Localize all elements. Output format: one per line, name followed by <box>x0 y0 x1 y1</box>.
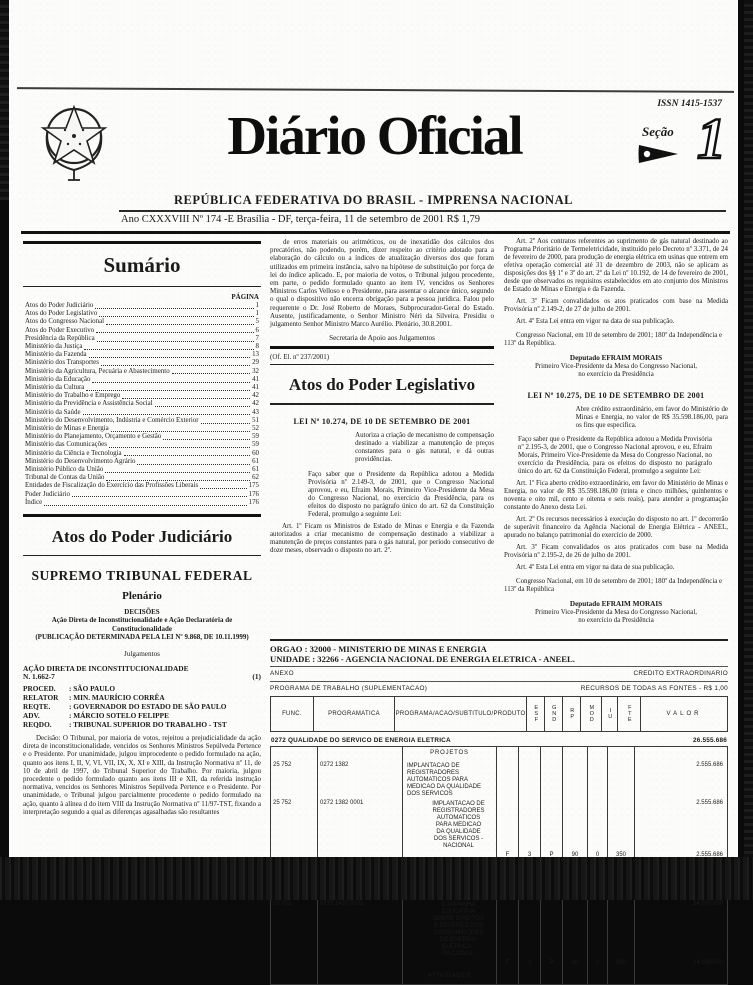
toc-row <box>25 450 259 458</box>
signer2-name: Deputado EFRAIM MORAIS <box>569 600 663 608</box>
toc-row <box>25 351 259 359</box>
toc-leader <box>89 357 250 358</box>
toc-row <box>25 466 259 474</box>
right-column <box>504 238 728 636</box>
law2-preamble: Faço saber que o Presidente da República adotou a Medida Provisória nº 2.195-3, de 2001, que o Congresso Nacional aprovou, e eu, Efraim Morais, Primeiro Vice-Presidente da Mesa do Congresso Nacional, no exercício da Presidência, para os efeitos do disposto no parágrafo único do art. 62 da Constituição Federal, promulgo a seguinte Lei: <box>518 436 712 475</box>
law2-art2: Art. 2º Os recursos necessários à execução do disposto no art. 1º decorrerão de superávit financeiro da Agência Nacional de Energia Elétrica - ANEEL, apurado no balanço patrimonial do exercício de 2000. <box>504 516 728 539</box>
toc-leader <box>106 324 254 325</box>
section-title-legislativo: Atos do Poder Legislativo <box>288 375 476 395</box>
toc-label: Ministério da Educação <box>25 375 91 383</box>
cell-fte: 350 <box>608 959 635 970</box>
cell-func: 25 752 <box>271 761 318 799</box>
cell-programatica <box>318 970 403 984</box>
cell-esf <box>497 970 519 984</box>
section-badge <box>636 100 728 186</box>
cell-programa: PROJETOS <box>403 747 497 761</box>
toc-page-header: PÁGINA <box>231 293 259 301</box>
section-title-judiciario: Atos do Poder Judiciário <box>51 526 233 546</box>
toc-page-number: 61 <box>252 466 259 474</box>
cell-valor: 2.555.686 <box>696 851 723 858</box>
divider <box>23 286 261 288</box>
law2-heading: LEI Nº 10.275, DE 10 DE SETEMBRO DE 2001 <box>527 391 705 400</box>
law2-art4: Art. 4º Esta Lei entra em vigor na data de sua publicação. <box>516 564 675 571</box>
case-title: AÇÃO DIRETA DE INCONSTITUCIONALIDADE <box>23 663 189 673</box>
toc-page-number: 43 <box>252 408 259 416</box>
toc-row <box>25 409 259 417</box>
toc-leader <box>111 431 250 432</box>
cell-iu <box>588 799 608 851</box>
toc-page-number: 1 <box>255 310 259 318</box>
toc-page-number: 176 <box>248 498 259 506</box>
issn-label: ISSN 1415-1537 <box>657 99 722 109</box>
judgments-label: Julgamentos <box>124 649 160 658</box>
carryover-paragraph: de erros materiais ou aritméticos, ou de inexatidão dos cálculos dos precatórios, não podendo, porém, dizer respeito ao critério adotado para a elaboração do cálculo ou a índices de atualização diversos dos que foram utilizados em primeira instância, salvo na hipótese de substituição por força de lei do índice aplicado. E, por maioria de votos, o Tribunal julgou procedente, em parte, o pedido formulado quanto ao item IV, vencidos os Senhores Ministros Carlos Velloso e o Presidente, para assentar o alcance único, segundo o qual o dispositivo não encerra obrigação para a pessoa jurídica. Falou pelo requerente o Dr. José Roberto de Moraes, Subprocurador-Geral do Estado. Ausente, justificadamente, o Senhor Ministro Néri da Silveira. Presidiu o julgamento Senhor Ministro Marco Aurélio. Plenário, 30.8.2001. <box>270 238 494 329</box>
cell-programa: CAMPANHA EDUCATIVA SOBRE DIREITOS E DEVERES DOS CONSUMIDORES DE ENERGIA ELETRICA - NACIONAL <box>403 900 497 959</box>
toc-page-number: 52 <box>252 425 259 433</box>
anexo-meta-row-1 <box>270 670 728 678</box>
credito-label: CREDITO EXTRAORDINARIO <box>633 669 728 677</box>
divider <box>23 555 261 557</box>
toc-leader <box>201 423 251 424</box>
toc-row <box>25 310 259 318</box>
anexo-meta-row-2 <box>270 685 728 693</box>
table-row <box>271 747 727 761</box>
cell-valor: 2.555.686 <box>696 799 723 806</box>
anexo-unidade: UNIDADE : 32266 - AGENCIA NACIONAL DE ENERGIA ELETRICA - ANEEL. <box>270 653 575 664</box>
toc-label: Atos do Congresso Nacional <box>25 318 105 326</box>
toc-leader <box>124 455 251 456</box>
toc-row <box>25 458 259 466</box>
page <box>9 0 738 979</box>
content-columns <box>23 238 728 979</box>
cell-programatica <box>318 747 403 761</box>
toc-row <box>25 376 259 384</box>
toc-leader <box>172 373 250 374</box>
toc-label: Ministério da Cultura <box>25 384 85 392</box>
decision-text: Decisão: O Tribunal, por maioria de votos, rejeitou a prejudicialidade da ação direta de inconstitucionalidade, vencidos os Senhores Ministros Sepúlveda Pertence e o Presidente. Por unanimidade, julgou improcedente o pedido formulado na ação, quanto aos itens I, II, V, VI, VII, IX, X, XI e XIII, da Instrução Normativa nº 11, de 10 de abril de 1997, do Tribunal Superior do Trabalho. Por maioria, julgou procedente o pedido formulado quanto aos itens III e XII, da referida instrução normativa, vencidos os Senhores Ministros Sepúlveda Pertence e o Presidente. Por unanimidade, o Tribunal julgou parcialmente procedente o pedido formulado na ação, quanto à alínea d do item VIII da Instrução Normativa nº 11/97-TST, fixando a interpretação segundo a qual as diferenças agasalhadas são resultantes <box>23 733 261 816</box>
toc-leader <box>163 439 250 440</box>
masthead-title: Diário Oficial <box>227 105 522 166</box>
cell-func <box>271 959 318 970</box>
cell-rp <box>541 970 563 984</box>
masthead-heavy-rule <box>21 231 730 234</box>
law1-preamble: Faço saber que o Presidente da República adotou a Medida Provisória nº 2.149-3, de 2001, que o Congresso Nacional aprovou, e eu, Efraim Morais, Primeiro Vice-Presidente da Mesa do Congresso Nacional, no exercício da Presidência, para os efeitos do disposto no parágrafo único do art. 62 da Constituição Federal, promulgo a seguinte Lei: <box>308 470 494 518</box>
toc-leader <box>97 341 254 342</box>
cell-rp: P <box>541 959 563 970</box>
header-iu: IU <box>607 707 614 720</box>
cell-fte <box>608 970 635 984</box>
cell-mod: 90 <box>563 959 588 970</box>
cell-iu <box>588 900 608 959</box>
law2-art3: Art. 3º Ficam convalidados os atos praticados com base na Medida Provisória nº 2.195-2, de 26 de julho de 2001. <box>504 544 728 559</box>
toc-row <box>25 318 259 326</box>
case-field-key: REQDO. <box>23 719 52 729</box>
anexo-section <box>270 639 728 985</box>
plenary-label: Plenário <box>122 590 162 603</box>
middle-column <box>270 238 494 636</box>
toc-leader <box>155 406 250 407</box>
program-group-code: 0272 QUALIDADE DO SERVICO DE ENERGIA ELETRICA <box>271 736 451 744</box>
toc-page-number: 7 <box>255 334 259 342</box>
divider <box>270 666 728 667</box>
toc-label: Poder Judiciário <box>25 490 70 498</box>
divider <box>23 241 261 244</box>
toc-row <box>25 499 259 507</box>
toc-page-number: 5 <box>255 318 259 326</box>
cell-esf <box>497 761 519 799</box>
section-number: 1 <box>697 106 726 171</box>
signer2-role-line2: no exercício da Presidência <box>578 617 654 624</box>
case-number-row <box>23 673 261 682</box>
toc-row <box>25 433 259 441</box>
toc-label: Atos do Poder Executivo <box>25 326 95 334</box>
law1-heading: LEI Nº 10.274, DE 10 DE SETEMBRO DE 2001 <box>293 416 471 426</box>
cell-rp <box>541 799 563 851</box>
law1-art1: Art. 1º Ficam os Ministros de Estado de Minas e Energia e da Fazenda autorizados a criar mecanismo de compensação destinado a viabilizar a manutenção de preços constantes para o gás natural, por período consecutivo de doze meses, observado o disposto no art. 2º. <box>270 522 494 554</box>
cell-esf <box>497 747 519 761</box>
toc-label: Índice <box>25 498 43 506</box>
case-mark: (1) <box>252 672 261 682</box>
table-row <box>271 761 727 799</box>
toc-page-number: 6 <box>255 326 259 334</box>
toc-leader <box>106 480 250 481</box>
toc-page-number: 32 <box>252 367 259 375</box>
law1-ementa: Autoriza a criação de mecanismo de compensação destinado a viabilizar a manutenção de preços constantes para o gás natural, e dá outras providências. <box>355 431 495 463</box>
toc-page-number: 51 <box>252 416 259 424</box>
law2-signature-block <box>504 600 728 625</box>
toc-leader <box>95 308 253 309</box>
toc-label: Ministério da Previdência e Assistência Social <box>25 400 153 408</box>
toc-label: Ministério da Saúde <box>25 408 81 416</box>
toc-page-number: 59 <box>252 441 259 449</box>
case-field-value: : MIN. MAURÍCIO CORRÊA <box>69 692 165 702</box>
masthead <box>23 100 728 188</box>
case-field-value: : SÃO PAULO <box>69 683 116 693</box>
toc-label: Atos do Poder Legislativo <box>25 310 98 318</box>
signer-role-line2: no exercício da Presidência <box>578 371 654 378</box>
anexo-label: ANEXO <box>270 669 294 677</box>
divider <box>270 364 494 366</box>
header-mod: MOD <box>588 704 595 723</box>
toc-label: Presidência da República <box>25 334 95 342</box>
cell-func: 25 752 <box>271 900 318 959</box>
law1-closing: Congresso Nacional, em 10 de setembro de 2001; 180º da Independência e 113º da República. <box>504 332 723 347</box>
cell-fte <box>608 900 635 959</box>
cell-programatica: 0272 1382 0001 <box>318 799 403 851</box>
decisions-heading: DECISÕES <box>124 608 160 617</box>
toc-label: Ministério dos Transportes <box>25 359 99 367</box>
cell-mod: 90 <box>563 851 588 862</box>
section-label: Seção <box>642 124 674 139</box>
header-func: FUNC. <box>271 697 314 731</box>
toc-leader <box>105 472 250 473</box>
toc-row <box>25 327 259 335</box>
cell-programa: ATIVIDADES <box>403 970 497 984</box>
signer2-role-line1: Primeiro Vice-Presidente da Mesa do Congresso Nacional, <box>535 609 697 616</box>
case-field-row <box>23 711 261 720</box>
cell-programatica: 0272 1382 <box>318 761 403 799</box>
toc-leader <box>137 464 250 465</box>
toc-leader <box>96 332 253 333</box>
toc-label: Ministério do Trabalho e Emprego <box>25 392 121 400</box>
toc-label: Ministério do Desenvolvimento, Indústria e Comércio Exterior <box>25 416 199 424</box>
toc-label: Ministério do Planejamento, Orçamento e Gestão <box>25 433 162 441</box>
cell-programa: IMPLANTACAO DE REGISTRADORES AUTOMATICOS PARA MEDICAO DA QUALIDADE DOS SERVICOS - NACIONAL <box>403 799 497 851</box>
cell-iu <box>588 761 608 799</box>
scan-edge-right <box>744 0 753 857</box>
toc-page-number: 175 <box>248 482 259 490</box>
case-field-key: PROCED. <box>23 683 56 693</box>
edition-line: Ano CXXXVIII Nº 174 -E Brasília - DF, terça-feira, 11 de setembro de 2001 R$ 1,79 <box>121 214 480 225</box>
toc-row <box>25 359 259 367</box>
divider <box>270 639 728 641</box>
case-field-value: : GOVERNADOR DO ESTADO DE SÃO PAULO <box>69 701 227 711</box>
cell-valor: 24.000.000 <box>692 959 723 966</box>
case-field-row <box>23 702 261 711</box>
toc-row <box>25 441 259 449</box>
case-field-value: : MÁRCIO SOTELO FELIPPE <box>69 710 169 720</box>
toc-leader <box>99 316 253 317</box>
toc-page-number: 42 <box>252 400 259 408</box>
signer-role-line1: Primeiro Vice-Presidente da Mesa do Congresso Nacional, <box>535 363 697 370</box>
toc-row <box>25 482 259 490</box>
brazil-coat-of-arms-icon <box>35 100 113 188</box>
cell-func <box>271 970 318 984</box>
header-esf: ESF <box>533 704 540 723</box>
cell-programa: IMPLANTACAO DE REGISTRADORES AUTOMATICOS PARA MEDICAO DA QUALIDADE DOS SERVICOS <box>403 761 497 799</box>
toc-page-number: 61 <box>252 457 259 465</box>
signer-name: Deputado EFRAIM MORAIS <box>569 354 663 362</box>
cell-gnd <box>519 747 541 761</box>
toc-leader <box>92 382 250 383</box>
cell-fte <box>608 747 635 761</box>
cell-func: 25 752 <box>271 799 318 851</box>
cell-rp: P <box>541 851 563 862</box>
header-valor: VALOR <box>666 710 702 717</box>
cell-rp <box>541 761 563 799</box>
decisions-subheading: Ação Direta de Inconstitucionalidade e Ação Declaratória de Constitucionalidade <box>51 616 233 633</box>
law1-art2: Art. 2º Aos contratos referentes ao suprimento de gás natural destinado ao Programa Prioritário de Termeletricidade, instituído pelo Decreto nº 3.371, de 24 de fevereiro de 2000, para produção de energia elétrica em usinas que entrem em efetiva operação comercial até 31 de dezembro de 2003, não se aplicam as disposições dos §§ 1º e 3º do art. 2º da Lei nº 10.192, de 14 de fevereiro de 2001, desde que observados os requisitos estabelecidos em ato conjunto dos Ministros de Estado de Minas e Energia e da Fazenda. <box>504 238 728 293</box>
table-of-contents <box>25 302 259 507</box>
toc-page-number: 60 <box>252 449 259 457</box>
case-field-row <box>23 684 261 693</box>
header-gnd: GND <box>551 704 558 723</box>
cell-iu: 0 <box>588 851 608 862</box>
toc-page-number: 176 <box>248 490 259 498</box>
cell-gnd <box>519 970 541 984</box>
toc-page-number: 8 <box>255 343 259 351</box>
recursos-label: RECURSOS DE TODAS AS FONTES - R$ 1,00 <box>580 684 728 692</box>
law1-signature-block <box>504 354 728 379</box>
cell-valor <box>635 747 727 761</box>
programa-label: PROGRAMA DE TRABALHO (SUPLEMENTACAO) <box>270 684 428 692</box>
program-group-row <box>271 737 727 744</box>
law2-closing: Congresso Nacional, em 10 de setembro de 2001; 180º da Independência e 113º da República <box>504 578 723 593</box>
cell-iu <box>588 970 608 984</box>
cell-esf: F <box>497 959 519 970</box>
case-field-row <box>23 693 261 702</box>
toc-row <box>25 343 259 351</box>
cell-valor: 2.555.686 <box>696 761 723 768</box>
case-number: N. 1.662-7 <box>23 672 55 682</box>
toc-leader <box>101 365 250 366</box>
table-row <box>271 799 727 851</box>
upper-two-columns <box>270 238 728 636</box>
toc-row <box>25 302 259 310</box>
toc-leader <box>109 447 250 448</box>
toc-label: Atos do Poder Judiciário <box>25 302 94 309</box>
toc-row <box>25 400 259 408</box>
toc-label: Ministério das Comunicações <box>25 441 107 449</box>
table-row <box>271 970 727 984</box>
toc-leader <box>84 349 253 350</box>
pen-arrow-icon <box>638 140 682 168</box>
toc-page-number: 59 <box>252 433 259 441</box>
case-fields <box>23 684 261 729</box>
toc-label: Ministério Público da União <box>25 466 104 474</box>
cell-programatica <box>318 959 403 970</box>
cell-gnd <box>519 900 541 959</box>
cell-gnd <box>519 799 541 851</box>
header-programatica: PROGRAMATICA <box>314 697 395 731</box>
toc-label: Ministério de Minas e Energia <box>25 425 109 433</box>
toc-page-number: 42 <box>252 392 259 400</box>
toc-label: Ministério da Agricultura, Pecuária e Abastecimento <box>25 367 170 375</box>
toc-page-number: 1 <box>255 302 259 309</box>
law1-art3: Art. 3º Ficam convalidados os atos praticados com base na Medida Provisória nº 2.149-2, de 27 de julho de 2001. <box>504 298 728 313</box>
top-edge-line <box>17 87 734 93</box>
oficio-line: (Of. El. nº 237/2001) <box>270 352 330 361</box>
divider <box>270 681 728 682</box>
sumario-title: Sumário <box>103 252 181 277</box>
table-row <box>271 959 727 970</box>
toc-leader <box>44 505 246 506</box>
toc-leader <box>86 390 250 391</box>
divider <box>23 514 261 517</box>
case-field-key: REQTE. <box>23 701 51 711</box>
toc-leader <box>200 488 246 489</box>
bottom-scan-band <box>0 857 753 900</box>
toc-label: Ministério da Fazenda <box>25 351 87 359</box>
toc-leader <box>83 414 251 415</box>
court-name: SUPREMO TRIBUNAL FEDERAL <box>31 568 253 584</box>
cell-mod <box>563 900 588 959</box>
toc-label: Ministério da Justiça <box>25 343 83 351</box>
toc-row <box>25 368 259 376</box>
cell-programatica: 0272 1437 0001 <box>318 900 403 959</box>
anexo-orgao: ORGAO : 32000 - MINISTERIO DE MINAS E ENERGIA <box>270 643 487 654</box>
scan-edge-left <box>0 0 9 200</box>
toc-label: Ministério da Ciência e Tecnologia <box>25 449 122 457</box>
law2-art1: Art. 1º Fica aberto crédito extraordinário, em favor do Ministério de Minas e Energia, no valor de R$ 35.598.186,00 (trinta e cinco milhões, quinhentos e noventa e oito mil, cento e oitenta e seis reais), para atender a programação constante do Anexo desta Lei. <box>504 480 728 511</box>
table-row <box>271 900 727 959</box>
cell-gnd: 3 <box>519 959 541 970</box>
masthead-rule <box>119 210 726 212</box>
header-fte: FTE <box>626 704 633 723</box>
case-field-value: : TRIBUNAL SUPERIOR DO TRABALHO - TST <box>69 719 227 729</box>
toc-leader <box>72 496 247 497</box>
cell-fte <box>608 761 635 799</box>
cell-gnd <box>519 761 541 799</box>
cell-programa <box>403 959 497 970</box>
toc-label: Tribunal de Contas da União <box>25 474 105 482</box>
cell-valor <box>635 970 727 984</box>
cell-fte <box>608 799 635 851</box>
masthead-subtitle: REPÚBLICA FEDERATIVA DO BRASIL - IMPRENSA NACIONAL <box>174 193 573 207</box>
toc-page-number: 41 <box>252 384 259 392</box>
case-field-key: ADV. <box>23 710 40 720</box>
cell-mod <box>563 747 588 761</box>
case-field-row <box>23 720 261 729</box>
toc-row <box>25 335 259 343</box>
header-rp: RP <box>569 707 576 720</box>
publication-note: (PUBLICAÇÃO DETERMINADA PELA LEI Nº 9.868, DE 10.11.1999) <box>35 633 249 642</box>
case-field-key: RELATOR <box>23 692 59 702</box>
cell-mod <box>563 761 588 799</box>
toc-page-number: 41 <box>252 375 259 383</box>
toc-page-number: 62 <box>252 474 259 482</box>
divider <box>270 403 494 405</box>
cell-rp <box>541 900 563 959</box>
cell-iu <box>588 747 608 761</box>
law2-ementa: Abre crédito extraordinário, em favor do Ministério de Minas e Energia, no valor de R$ 35.598.186,00, para os fins que especifica. <box>575 406 728 429</box>
cell-valor: 24.000.000 <box>692 900 723 907</box>
toc-row <box>25 392 259 400</box>
cell-func <box>271 747 318 761</box>
toc-page-number: 13 <box>252 351 259 359</box>
divider <box>270 346 494 349</box>
cell-fte: 350 <box>608 851 635 862</box>
toc-row <box>25 384 259 392</box>
left-column <box>23 238 261 857</box>
toc-leader <box>122 398 250 399</box>
toc-row <box>25 474 259 482</box>
cell-esf <box>497 799 519 851</box>
toc-label: Entidades de Fiscalização do Exercício das Profissões Liberais <box>25 482 199 490</box>
program-group-total: 26.555.686 <box>693 736 727 744</box>
toc-row <box>25 425 259 433</box>
cell-rp <box>541 747 563 761</box>
cell-iu: 0 <box>588 959 608 970</box>
cell-esf: F <box>497 851 519 862</box>
cell-gnd: 3 <box>519 851 541 862</box>
secretaria-line: Secretaria de Apoio aos Julgamentos <box>329 334 435 343</box>
cell-mod <box>563 799 588 851</box>
toc-page-number: 29 <box>252 359 259 367</box>
toc-row <box>25 417 259 425</box>
toc-label: Ministério do Desenvolvimento Agrário <box>25 457 136 465</box>
law1-art4: Art. 4º Esta Lei entra em vigor na data de sua publicação. <box>516 318 675 325</box>
header-programa: PROGRAMA/ACAO/SUBTITULO/PRODUTO <box>395 697 527 731</box>
cell-esf <box>497 900 519 959</box>
middle-right-area <box>270 238 728 979</box>
toc-row <box>25 491 259 499</box>
cell-mod <box>563 970 588 984</box>
anexo-table-header <box>270 696 728 732</box>
